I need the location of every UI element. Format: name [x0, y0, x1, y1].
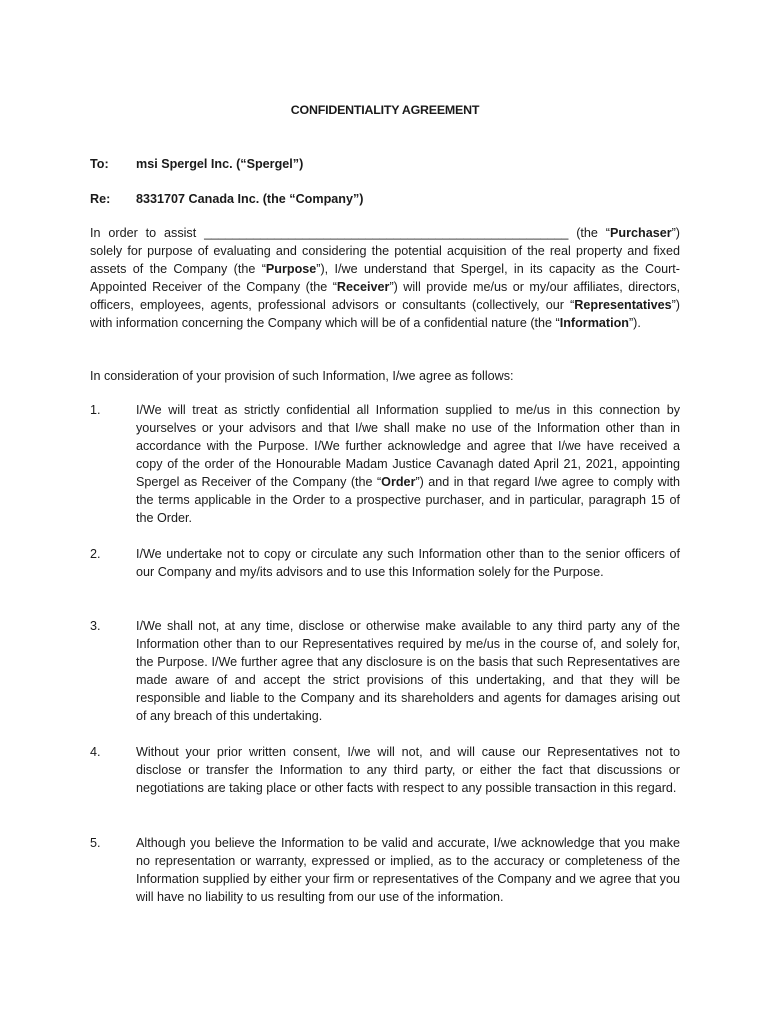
to-value: msi Spergel Inc. (“Spergel”)	[136, 157, 304, 171]
intro-text-4: ”), I/we understand that Spergel, in its capacity as the Court-Appointed Receiver of the Company (the “	[90, 262, 680, 294]
item-text: I/We shall not, at any time, disclose or otherwise make available to any third party any of the Information other than to our Representatives required by me/us in the course of, and solely for, the Purpose. I/We further agree that any disclosure is on the basis that such Representatives are made aware of and accept the strict provisions of this undertaking, and that they will be responsible and liable to the Company and its shareholders and agents for damages arising out of any breach of this undertaking.	[136, 619, 680, 723]
item-number: 3.	[90, 619, 101, 633]
intro-text-6: ”) with information concerning the Company which will be of a confidential nature (the “	[90, 298, 680, 330]
item-number: 1.	[90, 403, 101, 417]
intro-paragraph	[90, 224, 680, 332]
item-text: Although you believe the Information to be valid and accurate, I/we acknowledge that you make no representation or warranty, expressed or implied, as to the accuracy or completeness of the Information supplied by either your firm or representatives of the Company and we agree that you will have no liability to us resulting from our use of the information.	[136, 836, 680, 904]
re-value: 8331707 Canada Inc. (the “Company”)	[136, 192, 364, 206]
item-number: 5.	[90, 836, 101, 850]
term-representatives: Representatives	[574, 298, 672, 312]
intro-text-5: ”) will provide me/us or my/our affiliates, directors, officers, employees, agents, professional advisors or consultants (collectively, our “	[90, 280, 680, 312]
item-text	[136, 401, 680, 527]
item-text: I/We undertake not to copy or circulate any such Information other than to the senior officers of our Company and my/its advisors and to use this Information solely for the Purpose.	[136, 547, 680, 579]
intro-text-1: In order to assist	[90, 226, 197, 240]
intro-text-7: ”).	[628, 316, 641, 330]
intro-text-3: ”) solely for purpose of evaluating and considering the potential acquisition of the real property and fixed assets of the Company (the “	[90, 226, 680, 276]
term-purpose: Purpose	[265, 262, 317, 276]
item-text: Without your prior written consent, I/we will not, and will cause our Representatives not to disclose or transfer the Information to any third party, or either the fact that discussions or negotiations are taking place or other facts with respect to any possible transaction in this regard.	[136, 745, 680, 795]
term-order: Order	[381, 475, 416, 489]
re-label: Re:	[90, 192, 111, 206]
term-receiver: Receiver	[336, 280, 390, 294]
term-purchaser: Purchaser	[610, 226, 672, 240]
document-title: CONFIDENTIALITY AGREEMENT	[290, 103, 480, 117]
consideration-line: In consideration of your provision of such Information, I/we agree as follows:	[90, 369, 514, 383]
re-line	[90, 190, 363, 208]
purchaser-blank-line: ____________________________________________________	[204, 226, 569, 240]
item-number: 4.	[90, 745, 101, 759]
item-text-part: ”) and in that regard I/we agree to comply with the terms applicable in the Order to a prospective purchaser, and in particular, paragraph 15 of the Order.	[136, 475, 680, 525]
intro-text-2: (the “	[568, 226, 610, 240]
to-label: To:	[90, 157, 109, 171]
item-number: 2.	[90, 547, 101, 561]
item-text-part: I/We will treat as strictly confidential all Information supplied to me/us in this connection by yourselves or your advisors and that I/we shall make no use of the Information other than in accordance with the Purpose. I/We further acknowledge and agree that I/we have received a copy of the order of the Honourable Madam Justice Cavanagh dated April 21, 2021, appointing Spergel as Receiver of the Company (the “	[136, 403, 680, 489]
term-information: Information	[559, 316, 629, 330]
to-line	[90, 155, 303, 173]
